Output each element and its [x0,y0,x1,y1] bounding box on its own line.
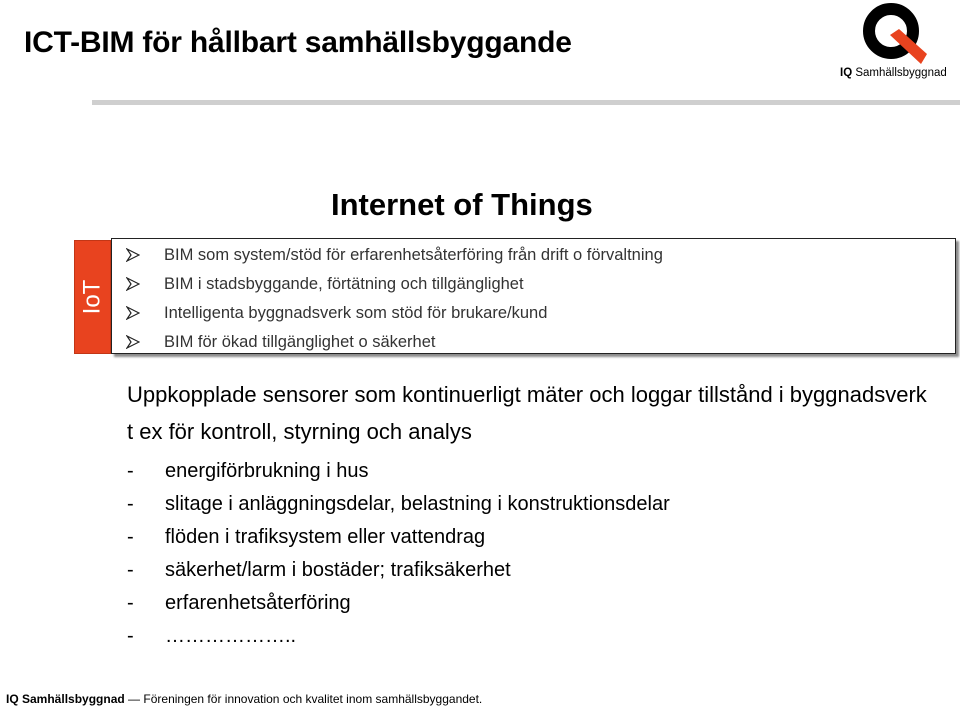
list-item-text: flöden i trafiksystem eller vattendrag [165,526,486,548]
dash-marker: - [127,460,134,482]
iot-tab-label: IoT [78,279,106,315]
iq-q-icon [859,2,929,66]
list-item [127,488,927,521]
dash-marker: - [127,625,134,647]
arrow-bullet-icon [126,335,140,349]
iot-tab [74,240,111,354]
dash-marker: - [127,493,134,515]
bullet-text: BIM för ökad tillgänglighet o säkerhet [164,333,436,351]
bullet-item [126,270,663,299]
dash-marker: - [127,559,134,581]
arrow-bullet-icon [126,248,140,262]
logo-wordmark: IQ Samhällsbyggnad [840,67,947,79]
bullet-text: BIM som system/stöd för erfarenhetsåterföring från drift o förvaltning [164,246,663,264]
list-item-text: slitage i anläggningsdelar, belastning i konstruktionsdelar [165,493,670,515]
footer-text: Föreningen för innovation och kvalitet inom samhällsbyggandet. [143,692,483,706]
list-item [127,554,927,587]
lead-paragraph: Uppkopplade sensorer som kontinuerligt mäter och loggar tillstånd i byggnadsverk t ex för kontroll, styrning och analys [127,382,927,444]
bullet-text: Intelligenta byggnadsverk som stöd för brukare/kund [164,304,548,322]
bullet-box [111,238,956,354]
arrow-bullet-icon [126,306,140,320]
footer [6,692,482,706]
dash-marker: - [127,592,134,614]
dash-marker: - [127,526,134,548]
list-item [127,620,927,653]
list-item-text: erfarenhetsåterföring [165,592,351,614]
section-heading: Internet of Things [331,187,593,222]
list-item [127,521,927,554]
bullet-item [126,241,663,270]
bullet-list [126,241,663,357]
slide-title: ICT-BIM för hållbart samhällsbyggande [24,26,572,59]
bullet-text: BIM i stadsbyggande, förtätning och tillgänglighet [164,275,524,293]
footer-brand: IQ Samhällsbyggnad [6,692,125,706]
list-item-text: energiförbrukning i hus [165,460,369,482]
bullet-item [126,328,663,357]
list-item [127,455,927,488]
footer-separator: — [128,692,141,706]
header-divider [92,100,960,105]
iq-logo [835,0,960,90]
list-item-text: ……………….. [165,625,297,647]
body-content [127,376,927,653]
arrow-bullet-icon [126,277,140,291]
list-item-text: säkerhet/larm i bostäder; trafiksäkerhet [165,559,511,581]
dash-list [127,455,927,653]
list-item [127,587,927,620]
bullet-item [126,299,663,328]
